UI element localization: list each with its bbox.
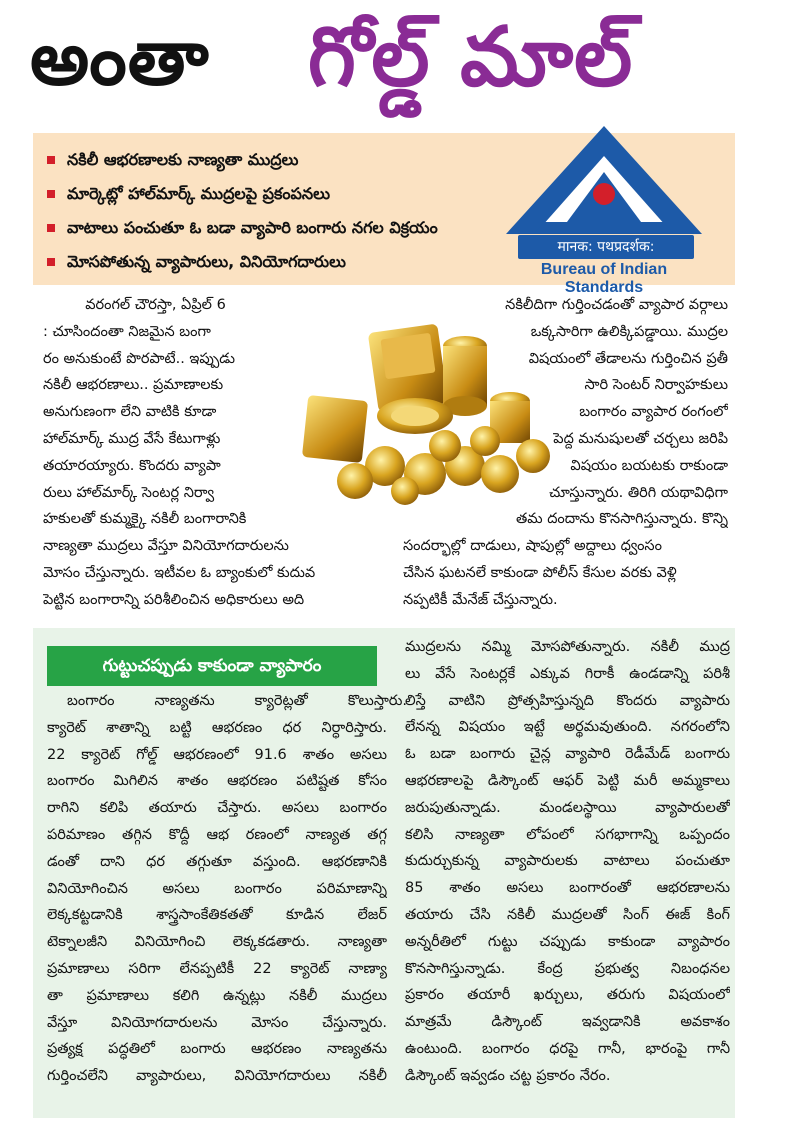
text-line: చేసిన ఘటనలే కాకుండా పోలీస్ కేసుల వరకు వెళ్లి xyxy=(403,564,677,581)
article-secondary xyxy=(33,628,735,1118)
text-line: 22 క్యారెట్ గోల్డ్ ఆభరణంలో 91.6 శాతం అసలు xyxy=(47,746,387,763)
text-line: చూస్తున్నారు. తిరిగి యథావిధిగా xyxy=(549,484,728,501)
subheading: గుట్టుచప్పుడు కాకుండా వ్యాపారం xyxy=(47,646,377,686)
text-line: పెట్టిన బంగారాన్ని పరిశీలించిన అధికారులు అది xyxy=(43,591,305,608)
text-line: కుదుర్చుకున్న వ్యాపారులకు వాటాలు పంచుతూ xyxy=(405,853,730,870)
highlight-item xyxy=(47,245,517,279)
text-line: రులు హాల్‌మార్క్ సెంటర్ల నిర్వా xyxy=(43,484,215,501)
highlight-item xyxy=(47,211,517,245)
highlight-item xyxy=(47,143,517,177)
bis-logo xyxy=(504,122,704,296)
text-line: బంగారం వ్యాపార రంగంలో xyxy=(579,404,728,421)
text-line: తమ దందాను కొనసాగిస్తున్నారు. కొన్ని xyxy=(515,511,728,528)
text-line: హాల్‌మార్క్ ముద్ర వేసే కేటుగాళ్లు xyxy=(43,430,221,447)
article-main xyxy=(33,292,735,620)
text-line: 85 శాతం అసలు బంగారంతో ఆభరణాలను xyxy=(405,880,730,897)
text-line: మోసం చేస్తున్నారు. ఇటీవల ఓ బ్యాంకులో కుదువ xyxy=(43,564,316,581)
text-line: తయారయ్యారు. కొందరు వ్యాపా xyxy=(43,457,221,474)
text-line: గుర్తించలేని వ్యాపారులు, వినియోగదారులు నకిలీ xyxy=(47,1068,387,1085)
highlight-text: మోసపోతున్న వ్యాపారులు, వినియోగదారులు xyxy=(67,252,346,271)
text-line: రాగిని కలిపి తయారు చేస్తారు. అసలు బంగారం xyxy=(47,800,387,817)
highlight-text: నకిలీ ఆభరణాలకు నాణ్యతా ముద్రలు xyxy=(67,150,299,169)
text-line: వరంగల్ చౌరస్తా, ఏప్రిల్ 6 xyxy=(85,297,226,313)
text-line: ప్రకారం తయారీ ఖర్చులు, తరుగు విషయంలో xyxy=(405,987,730,1004)
highlight-text: వాటాలు పంచుతూ ఓ బడా వ్యాపారి బంగారు నగల విక్రయం xyxy=(67,218,438,237)
text-line: రం అనుకుంటే పొరపాటే.. ఇప్పుడు xyxy=(43,350,236,367)
gold-coins-image xyxy=(295,306,555,506)
text-line: లిస్తే వాటిని ప్రోత్సహిస్తున్నది కొందరు వ్యాపారు xyxy=(405,692,730,709)
text-line: అనుగుణంగా లేని వాటికి కూడా xyxy=(43,404,217,421)
bis-triangle-icon xyxy=(504,122,704,237)
headline-part1: అంతా xyxy=(30,16,210,102)
text-line: లు వేసే సెంటర్లకే ఎక్కువ గిరాకీ ఉండడాన్ని పరిశీ xyxy=(405,665,730,682)
text-line: విషయం బయటకు రాకుండా xyxy=(570,457,728,474)
text-line: సందర్భాల్లో దాడులు, షాపుల్లో అద్దాలు ధ్వంసం xyxy=(403,538,662,555)
text-line: నకిలీదిగా గుర్తించడంతో వ్యాపార వర్గాలు xyxy=(505,297,728,313)
bis-hindi-tagline: मानक: पथप्रदर्शक: xyxy=(518,235,694,259)
text-line: డంతో దాని ధర తగ్గుతూ వస్తుంది. ఆభరణానికి xyxy=(47,853,387,870)
text-line: ఆభరణాలపై డిస్కౌంట్ ఆఫర్ పెట్టి మరీ అమ్మకాలు xyxy=(405,772,730,789)
article-secondary-column-left xyxy=(47,688,407,1090)
headline xyxy=(30,6,770,124)
text-line: హకులతో కుమ్మక్కై నకిలీ బంగారానికి xyxy=(43,511,247,528)
text-line: పెద్ద మనుషులతో చర్చలు జరిపి xyxy=(553,430,728,447)
text-line: ప్రత్యక్ష పద్ధతిలో బంగారు ఆభరణం నాణ్యతను xyxy=(47,1041,387,1058)
text-line: మాత్రమే డిస్కౌంట్ ఇవ్వడానికి అవకాశం xyxy=(405,1014,730,1031)
bullet-square-icon xyxy=(47,258,55,266)
bullet-square-icon xyxy=(47,224,55,232)
text-line: పరిమాణం తగ్గిన కొద్దీ ఆభ రణంలో నాణ్యత తగ్గ xyxy=(47,826,387,843)
text-line: కొనసాగిస్తున్నాడు. కేంద్ర ప్రభుత్వ నిబంధనల xyxy=(405,960,730,977)
bis-english-name: Bureau of Indian Standards xyxy=(540,261,668,296)
text-line: నకిలీ ఆభరణాలు.. ప్రమాణాలకు xyxy=(43,377,224,394)
text-line: అన్నరీతిలో గుట్టు చప్పుడు కాకుండా వ్యాపారం xyxy=(405,933,730,950)
highlights-list xyxy=(47,143,517,279)
headline-part2: గోల్డ్ మాల్ xyxy=(308,10,634,105)
text-line: విషయంలో తేడాలను గుర్తించిన ప్రతీ xyxy=(528,350,728,367)
bullet-square-icon xyxy=(47,156,55,164)
text-line: వేస్తూ వినియోగదారులను మోసం చేస్తున్నారు. xyxy=(47,1014,387,1031)
text-line: నాణ్యతా ముద్రలు వేస్తూ వినియోగదారులను xyxy=(43,538,289,555)
article-secondary-column-right xyxy=(405,634,730,1090)
text-line: తా ప్రమాణాలు కలిగి ఉన్నట్లు నకిలీ ముద్రలు xyxy=(47,987,387,1004)
bullet-square-icon xyxy=(47,190,55,198)
text-line: తయారు చేసి నకిలీ ముద్రలతో సింగ్ ఈజ్ కింగ్ xyxy=(405,906,730,923)
text-line: బంగారం నాణ్యతను క్యారెట్లతో కొలుస్తారు. xyxy=(67,693,407,709)
text-line: టెక్నాలజీని వినియోగించి లెక్కకడతారు. నాణ్యతా xyxy=(47,934,387,951)
text-line: లేనన్న విషయం ఇట్టే అర్థమవుతుంది. నగరంలోని xyxy=(405,719,730,736)
text-line: ఒక్కసారిగా ఉలిక్కిపడ్డాయి. ముద్రల xyxy=(530,323,728,340)
text-line: క్యారెట్ శాతాన్ని బట్టి ఆభరణం ధర నిర్ధారిస్తారు. xyxy=(47,719,387,736)
highlight-text: మార్కెట్లో హాల్‌మార్క్ ముద్రలపై ప్రకంపనలు xyxy=(67,184,330,203)
text-line: ముద్రలను నమ్మి మోసపోతున్నారు. నకిలీ ముద్ర xyxy=(405,639,730,655)
text-line: బంగారం మిగిలిన శాతం ఆభరణం పటిష్టత కోసం xyxy=(47,773,387,790)
text-line: ఓ బడా బంగారు చైన్ల వ్యాపారి రెడీమేడ్ బంగారు xyxy=(405,746,730,763)
text-line: లెక్కకట్టడానికి శాస్త్రసాంకేతికతతో కూడిన లేజర్ xyxy=(47,907,387,924)
text-line: డిస్కౌంట్ ఇవ్వడం చట్ట ప్రకారం నేరం. xyxy=(405,1067,611,1084)
highlight-item xyxy=(47,177,517,211)
text-line: కలిసి నాణ్యతా లోపంలో సగభాగాన్ని ఒప్పందం xyxy=(405,826,730,843)
text-line: సారి సెంటర్ నిర్వాహకులు xyxy=(584,377,728,394)
text-line: ప్రమాణాలు సరిగా లేనప్పటికీ 22 క్యారెట్ నాణ్యా xyxy=(47,960,387,977)
text-line: వినియోగించిన అసలు బంగారం పరిమాణాన్ని xyxy=(47,880,387,897)
text-line: నప్పటికీ మేనేజ్ చేస్తున్నారు. xyxy=(403,591,558,608)
text-line: ఉంటుంది. బంగారం ధరపై గానీ, భారంపై గానీ xyxy=(405,1040,730,1057)
text-line: : చూసిందంతా నిజమైన బంగా xyxy=(43,323,211,340)
text-line: జరుపుతున్నాడు. మండలస్థాయి వ్యాపారులతో xyxy=(405,799,730,816)
